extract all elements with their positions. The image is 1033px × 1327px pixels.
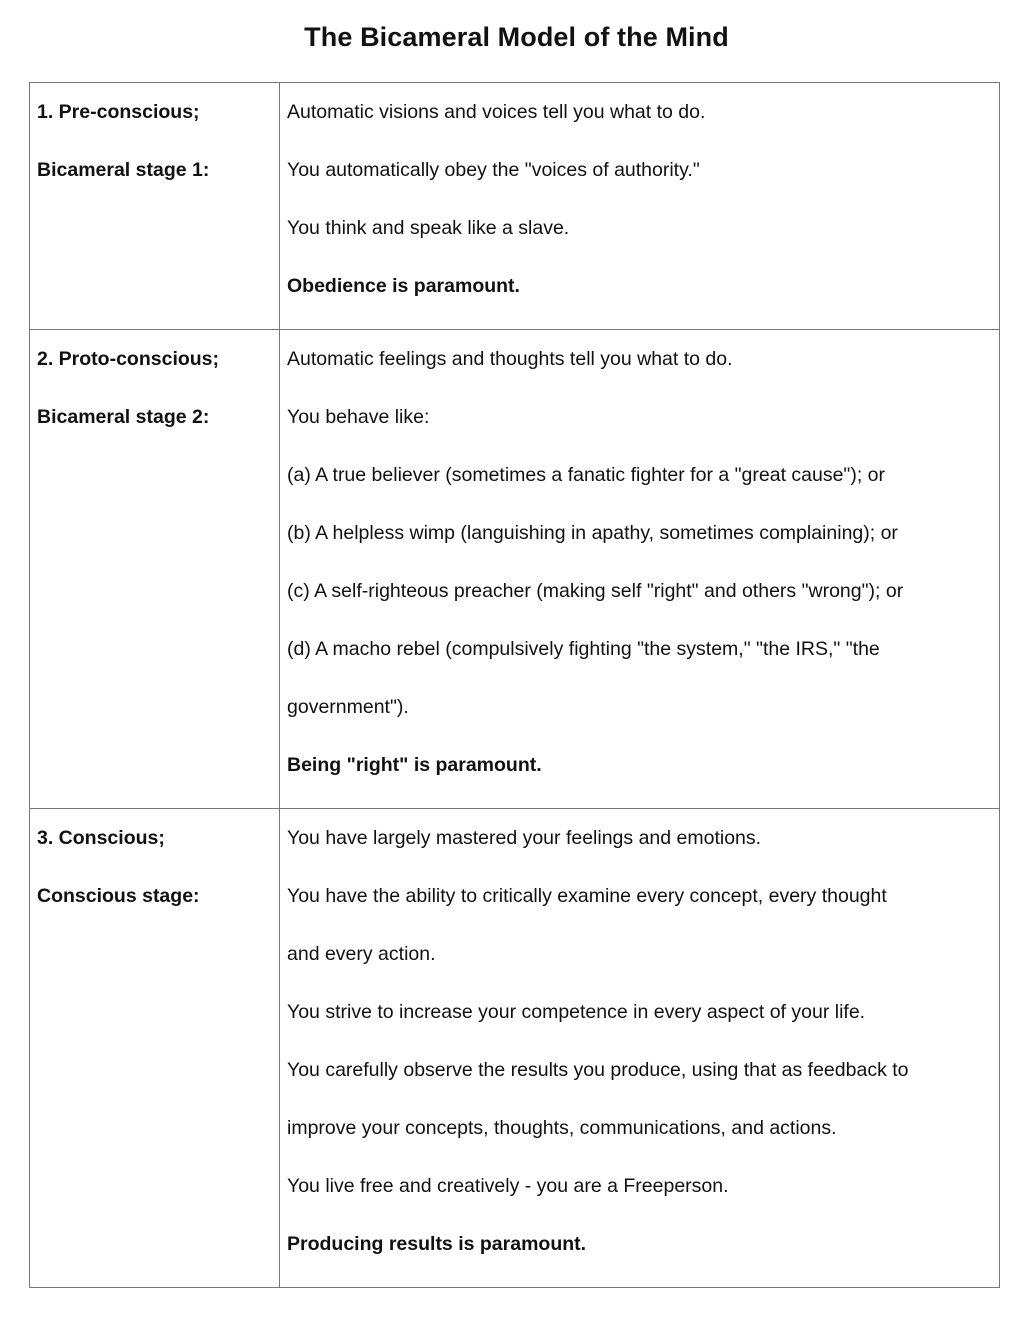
description-line: You think and speak like a slave. [287,217,570,239]
description-line: You carefully observe the results you produce, using that as feedback to [287,1059,909,1081]
description-line: (d) A macho rebel (compulsively fighting "the system," "the IRS," "the [287,638,880,660]
stage-cell [30,83,280,330]
description-line: You have the ability to critically examine every concept, every thought [287,885,887,907]
description-line: Automatic feelings and thoughts tell you what to do. [287,348,733,370]
table-row [30,330,1000,809]
stage-cell [30,809,280,1288]
stage-cell [30,330,280,809]
description-cell [280,809,1000,1288]
description-line: You strive to increase your competence in every aspect of your life. [287,1001,866,1023]
description-line: You behave like: [287,406,430,428]
description-line: Automatic visions and voices tell you what to do. [287,101,706,123]
page-title: The Bicameral Model of the Mind [304,22,729,52]
description-line: improve your concepts, thoughts, communications, and actions. [287,1117,837,1139]
table-row [30,809,1000,1288]
stage-label: Conscious stage: [37,885,200,907]
stage-summary: Being "right" is paramount. [287,754,542,776]
stages-table [29,82,1000,1288]
description-line: (a) A true believer (sometimes a fanatic fighter for a "great cause"); or [287,464,886,486]
description-line: You live free and creatively - you are a Freeperson. [287,1175,729,1197]
description-cell [280,330,1000,809]
description-line: (b) A helpless wimp (languishing in apathy, sometimes complaining); or [287,522,898,544]
stage-summary: Producing results is paramount. [287,1233,587,1255]
stage-name: 2. Proto-conscious; [37,348,220,370]
description-line: You automatically obey the "voices of authority." [287,159,700,181]
stage-name: 1. Pre-conscious; [37,101,200,123]
stage-label: Bicameral stage 1: [37,159,210,181]
table-row [30,83,1000,330]
stage-label: Bicameral stage 2: [37,406,210,428]
stage-summary: Obedience is paramount. [287,275,520,297]
description-line: You have largely mastered your feelings and emotions. [287,827,762,849]
stage-name: 3. Conscious; [37,827,165,849]
description-line: and every action. [287,943,436,965]
description-line: (c) A self-righteous preacher (making self "right" and others "wrong"); or [287,580,904,602]
description-line: government"). [287,696,409,718]
description-cell [280,83,1000,330]
